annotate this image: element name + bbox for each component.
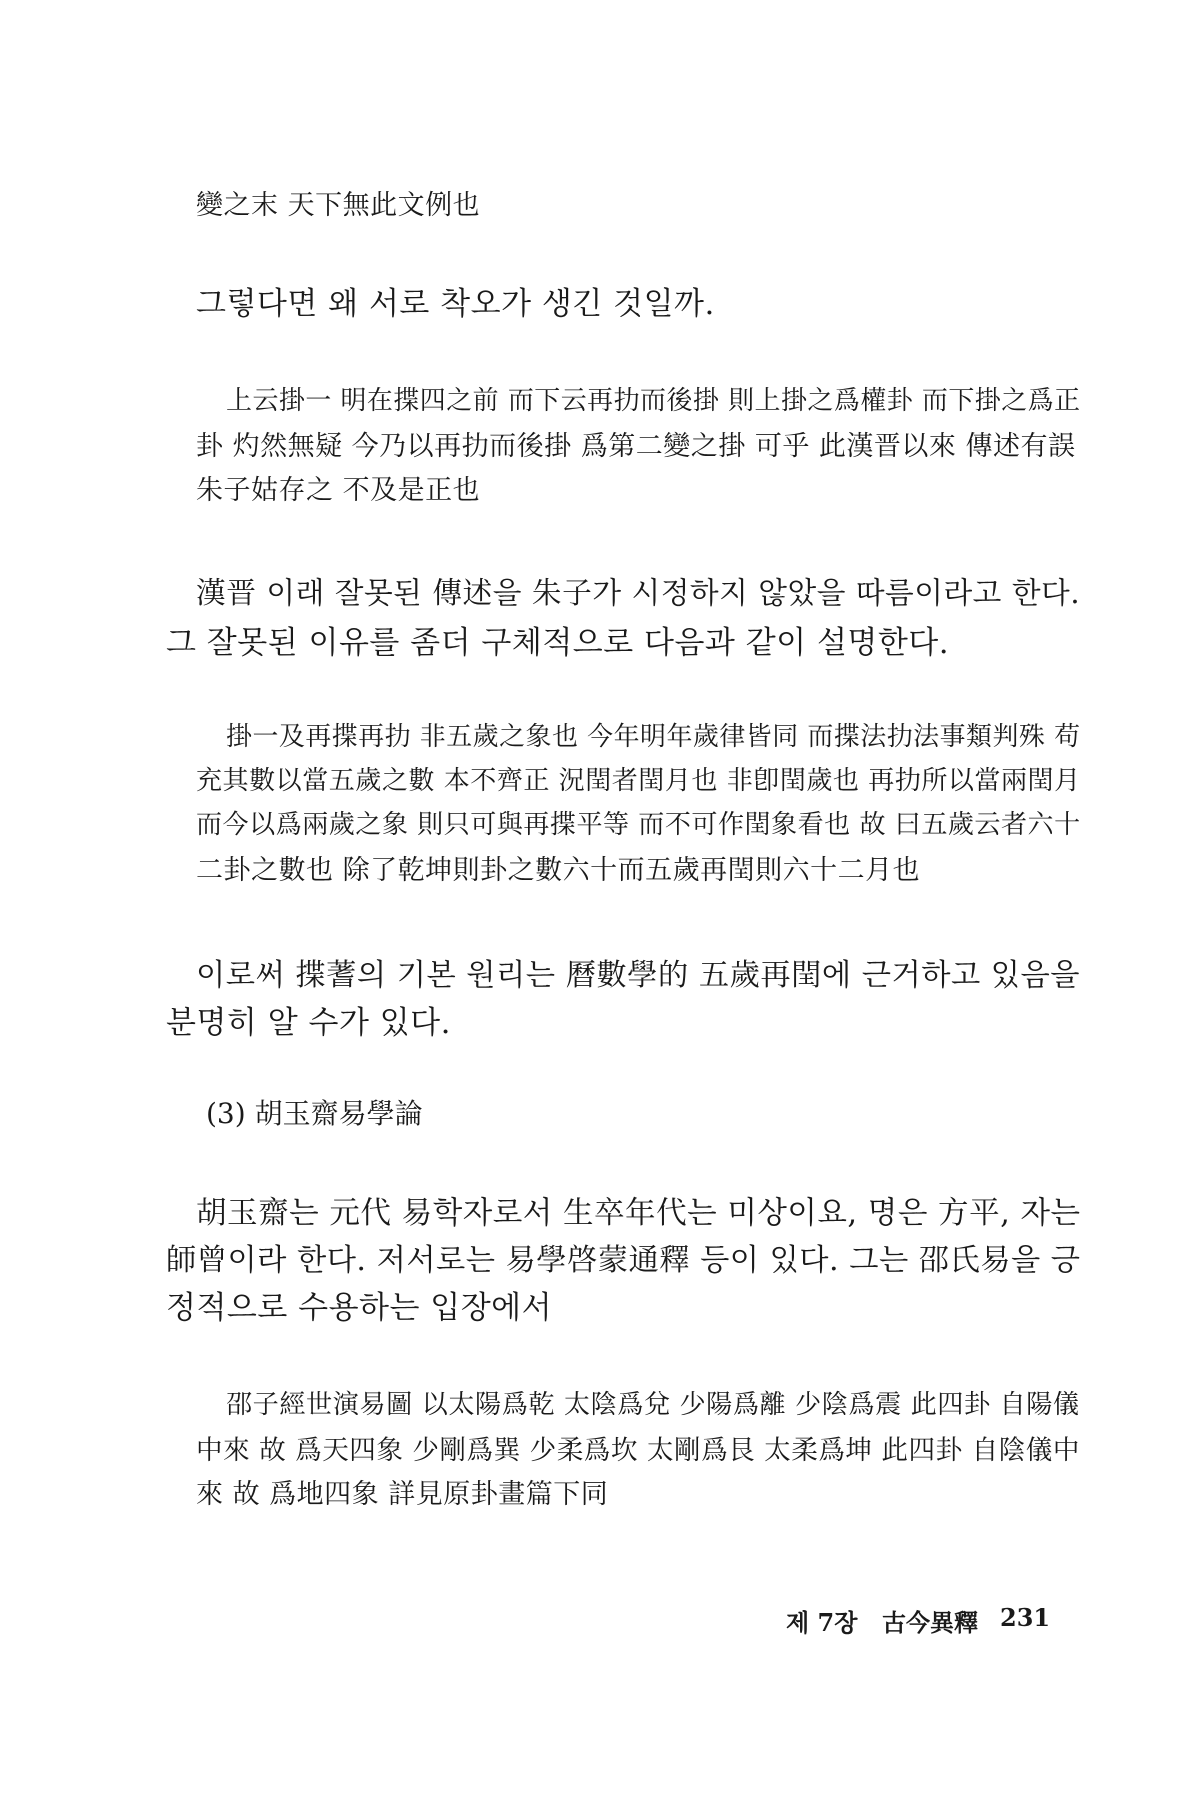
text-line: 充其數以當五歲之數 本不齊正 況閏者閏月也 非卽閏歲也 再扐所以當兩閏月 xyxy=(196,766,1081,796)
text-line: 中來 故 爲天四象 少剛爲巽 少柔爲坎 太剛爲艮 太柔爲坤 此四卦 自陰儀中 xyxy=(196,1435,1080,1466)
text-line: 朱子姑存之 不及是正也 xyxy=(196,475,481,506)
text-line: 來 故 爲地四象 詳見原卦畫篇下同 xyxy=(196,1479,609,1510)
text-line: 그렇다면 왜 서로 착오가 생긴 것일까. xyxy=(196,286,715,322)
text-line: 卦 灼然無疑 今乃以再扐而後掛 爲第二變之掛 可乎 此漢晋以來 傳述有誤 xyxy=(196,431,1076,462)
footer-section: 古今異釋 xyxy=(882,1608,978,1637)
text-line: 그 잘못된 이유를 좀더 구체적으로 다음과 같이 설명한다. xyxy=(166,625,950,661)
text-line: 二卦之數也 除了乾坤則卦之數六十而五歲再閏則六十二月也 xyxy=(196,855,921,886)
text-line: 漢晋 이래 잘못된 傳述을 朱子가 시정하지 않았을 따름이라고 한다. xyxy=(196,576,1081,611)
text-line: 師曾이라 한다. 저서로는 易學啓蒙通釋 등이 있다. 그는 邵氏易을 긍 xyxy=(166,1243,1081,1278)
section-title: (3) 胡玉齋易學論 xyxy=(206,1097,423,1130)
footer-chapter: 제 7장 xyxy=(786,1608,858,1637)
text-line: 정적으로 수용하는 입장에서 xyxy=(166,1290,553,1326)
text-line: 掛一及再揲再扐 非五歲之象也 今年明年歲律皆同 而揲法扐法事類判殊 苟 xyxy=(226,722,1081,752)
text-line: 而今以爲兩歲之象 則只可與再揲平等 而不可作閏象看也 故 曰五歲云者六十 xyxy=(196,810,1081,840)
text-line: 邵子經世演易圖 以太陽爲乾 太陰爲兌 少陽爲離 少陰爲震 此四卦 自陽儀 xyxy=(226,1390,1080,1420)
text-line: 變之末 天下無此文例也 xyxy=(196,190,481,221)
text-line: 胡玉齋는 元代 易학자로서 生卒年代는 미상이요, 명은 方平, 자는 xyxy=(196,1196,1081,1231)
text-line: 분명히 알 수가 있다. xyxy=(166,1005,451,1041)
text-line: 이로써 揲蓍의 기본 원리는 曆數學的 五歲再閏에 근거하고 있음을 xyxy=(196,958,1081,993)
text-line: 上云掛一 明在揲四之前 而下云再扐而後掛 則上掛之爲權卦 而下掛之爲正 xyxy=(226,386,1081,416)
page-number: 231 xyxy=(1000,1603,1051,1632)
